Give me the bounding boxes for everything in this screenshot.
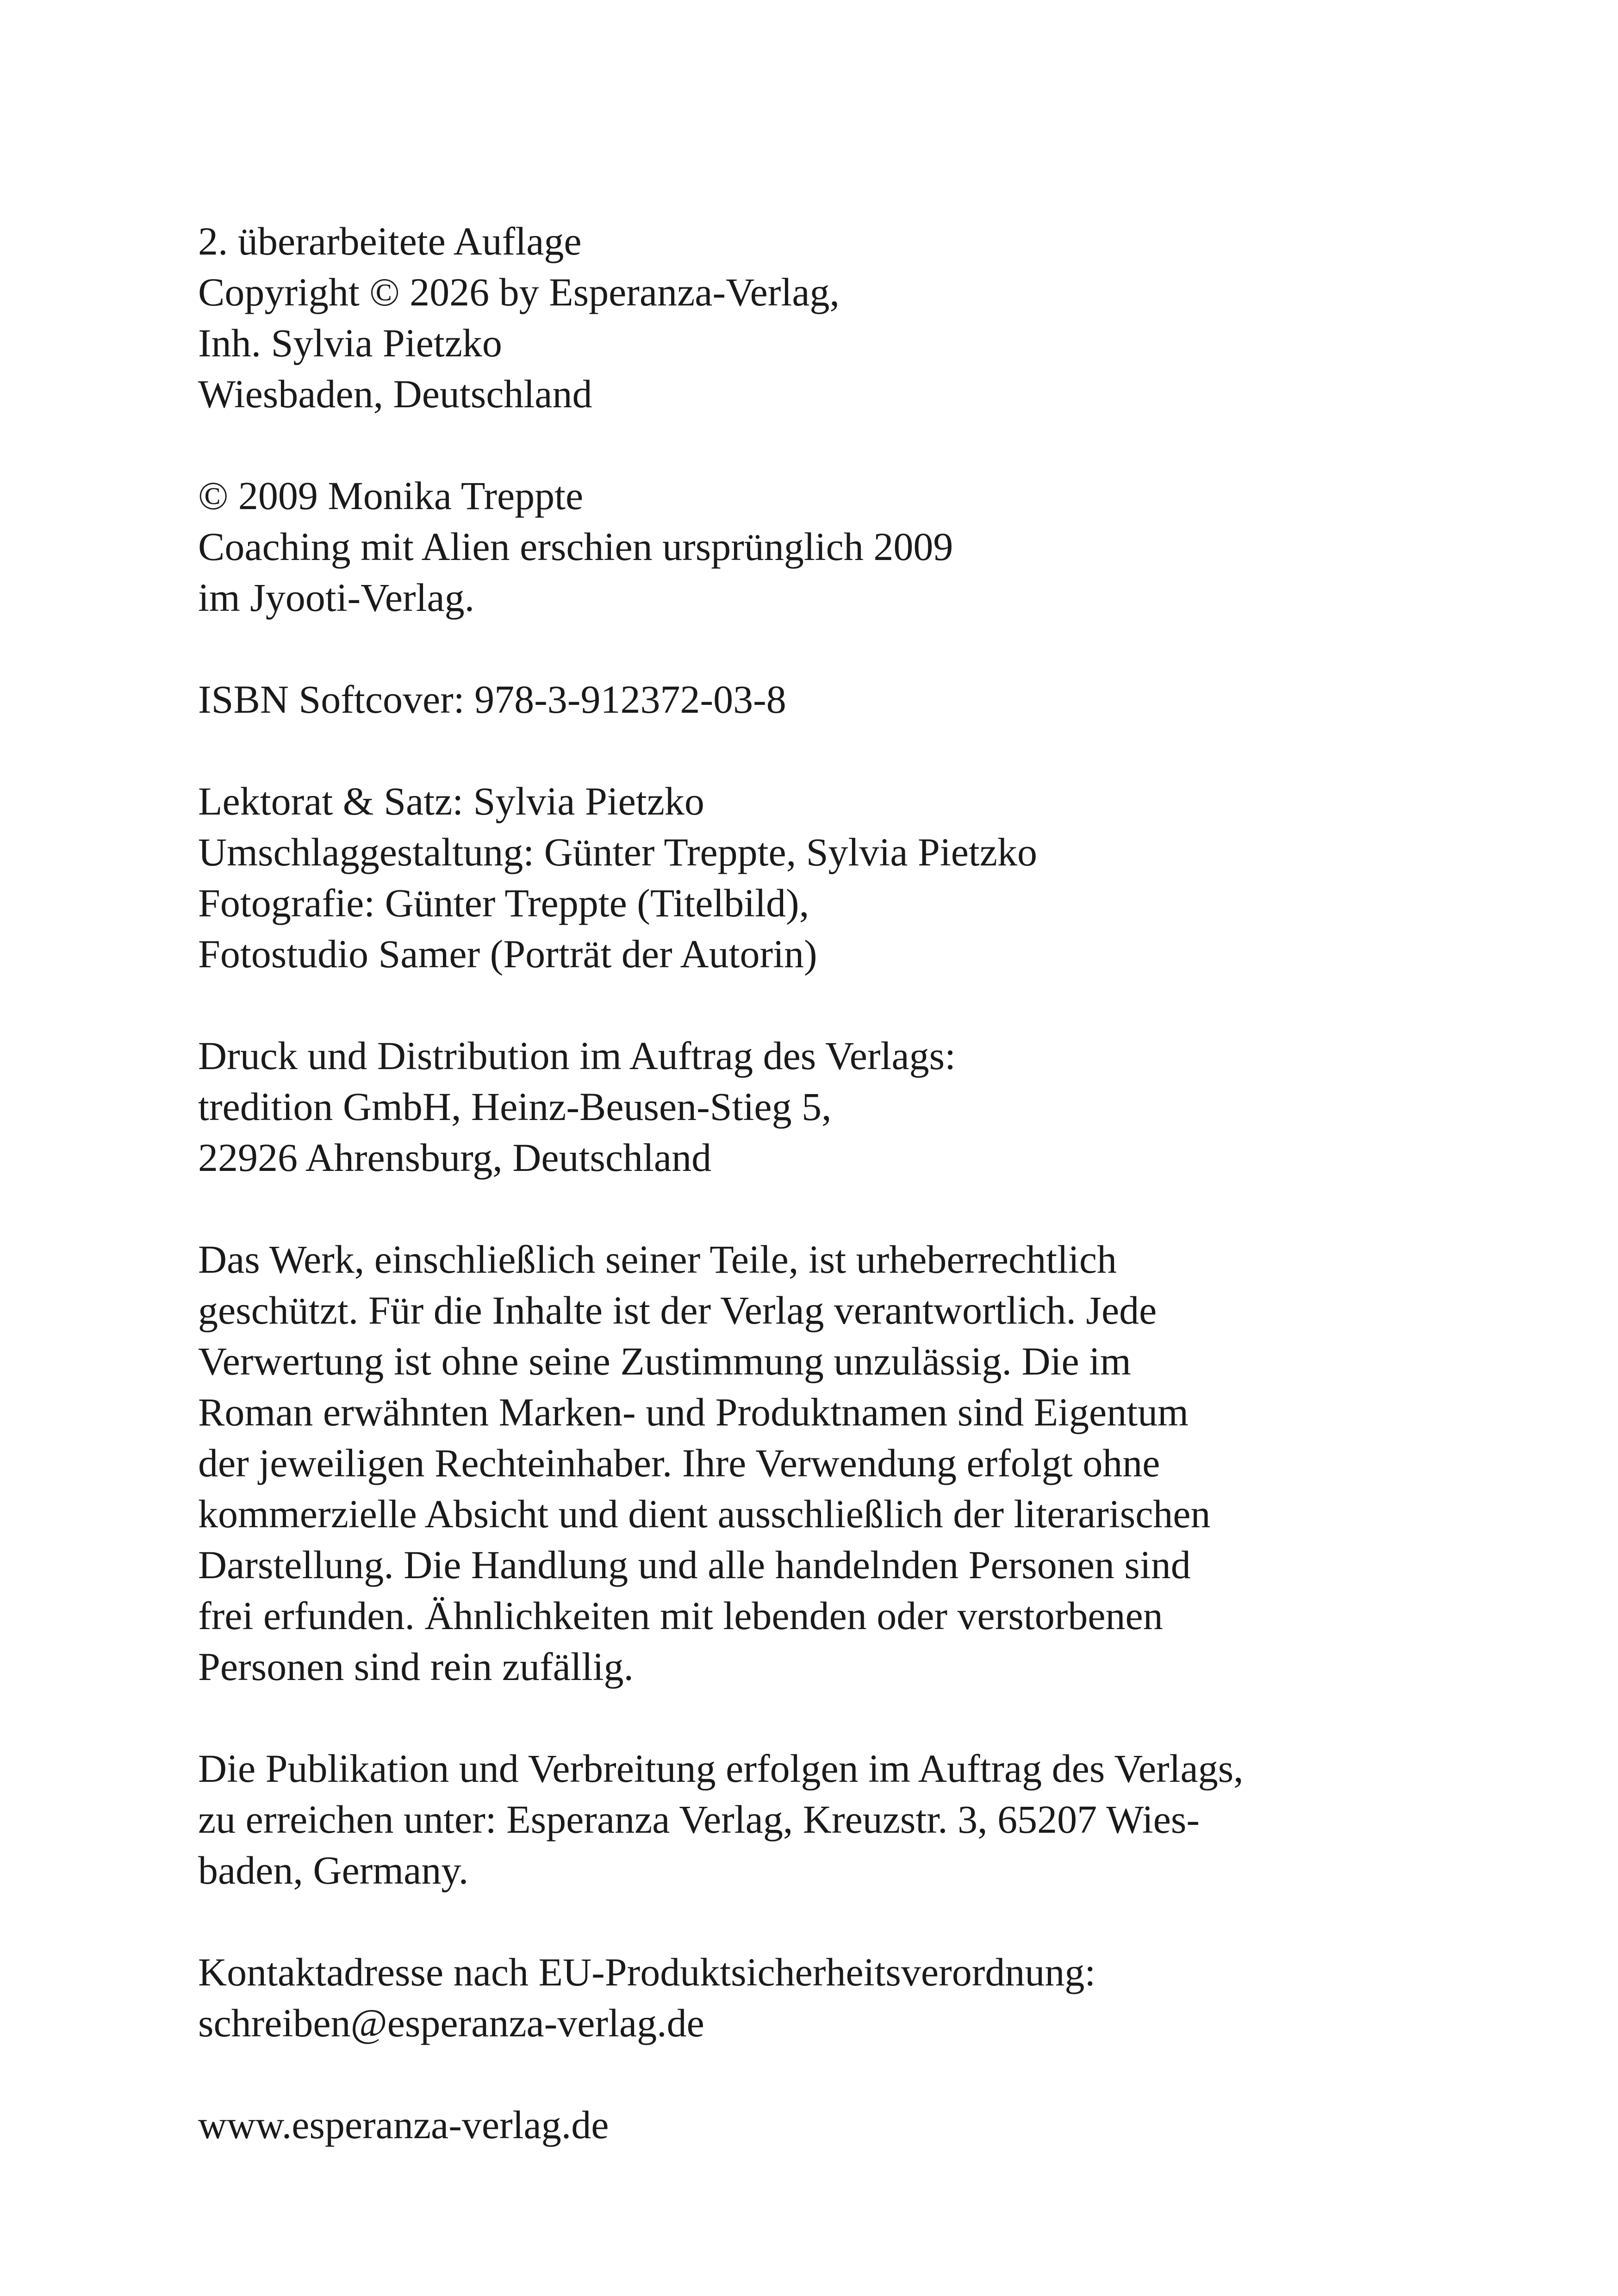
location-line: Wiesbaden, Deutschland xyxy=(198,372,592,416)
printer-city-line: 22926 Ahrensburg, Deutschland xyxy=(198,1135,712,1180)
legal-line: Personen sind rein zufällig. xyxy=(198,1644,634,1689)
editing-credit-line: Lektorat & Satz: Sylvia Pietzko xyxy=(198,779,704,823)
print-distribution-line: Druck und Distribution im Auftrag des Verlags: xyxy=(198,1033,956,1078)
legal-line: Darstellung. Die Handlung und alle handelnden Personen sind xyxy=(198,1543,1191,1587)
original-publication-line: Coaching mit Alien erschien ursprünglich 2009 xyxy=(198,524,953,569)
isbn-block xyxy=(198,674,1448,725)
original-edition-block xyxy=(198,470,1448,623)
legal-line: frei erfunden. Ähnlichkeiten mit lebenden oder verstorbenen xyxy=(198,1593,1163,1638)
photography-credit-line: Fotografie: Günter Treppte (Titelbild), xyxy=(198,881,809,925)
owner-line: Inh. Sylvia Pietzko xyxy=(198,321,502,365)
edition-block xyxy=(198,216,1448,419)
copyright-line: Copyright © 2026 by Esperanza-Verlag, xyxy=(198,270,840,314)
cover-design-credit-line: Umschlaggestaltung: Günter Treppte, Sylvia Pietzko xyxy=(198,830,1037,874)
website-block xyxy=(198,2099,1448,2150)
legal-line: Das Werk, einschließlich seiner Teile, ist urheberrechtlich xyxy=(198,1237,1117,1282)
website-url: www.esperanza-verlag.de xyxy=(198,2103,609,2147)
contact-label-line: Kontaktadresse nach EU-Produktsicherheitsverordnung: xyxy=(198,1950,1096,1994)
portrait-credit-line: Fotostudio Samer (Porträt der Autorin) xyxy=(198,932,817,976)
legal-line: geschützt. Für die Inhalte ist der Verlag verantwortlich. Jede xyxy=(198,1288,1157,1332)
credits-block xyxy=(198,776,1448,979)
original-copyright-line: © 2009 Monika Treppte xyxy=(198,473,584,518)
print-distribution-block xyxy=(198,1030,1448,1183)
legal-line: Verwertung ist ohne seine Zustimmung unzulässig. Die im xyxy=(198,1339,1131,1383)
original-publisher-line: im Jyooti-Verlag. xyxy=(198,575,475,620)
publication-block xyxy=(198,1743,1448,1896)
publication-line: zu erreichen unter: Esperanza Verlag, Kreuzstr. 3, 65207 Wies- xyxy=(198,1797,1200,1842)
legal-line: Roman erwähnten Marken- und Produktnamen sind Eigentum xyxy=(198,1390,1189,1434)
contact-block xyxy=(198,1947,1448,2048)
printer-address-line: tredition GmbH, Heinz-Beusen-Stieg 5, xyxy=(198,1084,832,1129)
contact-email: schreiben@esperanza-verlag.de xyxy=(198,2001,704,2045)
publication-line: baden, Germany. xyxy=(198,1848,469,1892)
edition-line: 2. überarbeitete Auflage xyxy=(198,219,582,263)
legal-notice-block xyxy=(198,1234,1448,1692)
legal-line: der jeweiligen Rechteinhaber. Ihre Verwendung erfolgt ohne xyxy=(198,1441,1160,1485)
publication-line: Die Publikation und Verbreitung erfolgen im Auftrag des Verlags, xyxy=(198,1746,1244,1791)
legal-line: kommerzielle Absicht und dient ausschließlich der literarischen xyxy=(198,1492,1211,1536)
imprint-content xyxy=(198,216,1448,2150)
isbn-line: ISBN Softcover: 978-3-912372-03-8 xyxy=(198,677,786,722)
